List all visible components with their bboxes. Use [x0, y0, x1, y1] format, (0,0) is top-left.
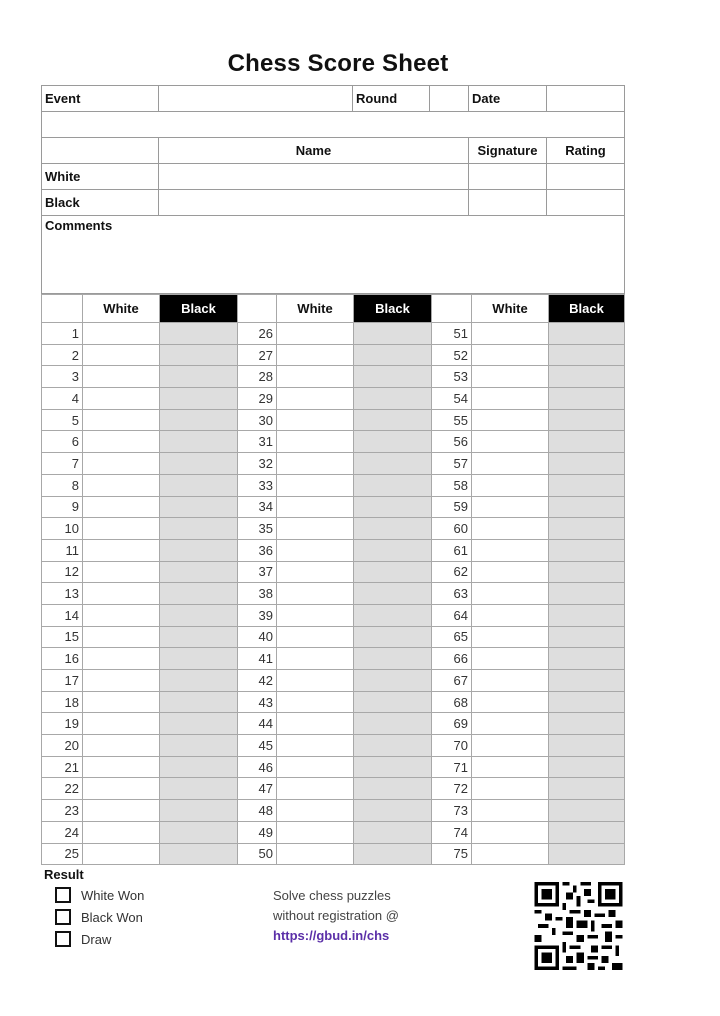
move-number: 46	[238, 756, 277, 778]
move-number: 55	[432, 409, 472, 431]
black-move-cell[interactable]	[354, 323, 432, 345]
move-row	[42, 604, 625, 626]
move-number: 7	[42, 453, 83, 475]
move-row	[42, 474, 625, 496]
move-number: 17	[42, 670, 83, 692]
move-number: 21	[42, 756, 83, 778]
black-move-cell[interactable]	[354, 583, 432, 605]
white-move-cell[interactable]	[277, 583, 354, 605]
move-number: 44	[238, 713, 277, 735]
white-move-cell[interactable]	[83, 561, 160, 583]
move-number: 65	[432, 626, 472, 648]
move-number: 43	[238, 691, 277, 713]
black-move-cell[interactable]	[549, 713, 625, 735]
white-move-cell[interactable]	[277, 409, 354, 431]
qr-code-icon	[533, 882, 624, 970]
white-move-cell[interactable]	[472, 670, 549, 692]
black-move-cell[interactable]	[354, 453, 432, 475]
black-move-cell[interactable]	[354, 800, 432, 822]
move-number: 32	[238, 453, 277, 475]
move-number: 24	[42, 821, 83, 843]
black-rating-field[interactable]	[547, 190, 625, 216]
black-move-cell[interactable]	[354, 518, 432, 540]
move-number: 67	[432, 670, 472, 692]
white-move-cell[interactable]	[83, 670, 160, 692]
black-move-cell[interactable]	[160, 323, 238, 345]
move-number: 47	[238, 778, 277, 800]
black-move-cell[interactable]	[160, 366, 238, 388]
black-move-cell[interactable]	[354, 778, 432, 800]
move-number: 57	[432, 453, 472, 475]
white-move-cell[interactable]	[472, 561, 549, 583]
black-move-cell[interactable]	[549, 388, 625, 410]
white-move-cell[interactable]	[83, 453, 160, 475]
signature-header: Signature	[469, 138, 547, 164]
white-move-cell[interactable]	[83, 800, 160, 822]
white-move-cell[interactable]	[472, 344, 549, 366]
white-move-cell[interactable]	[472, 323, 549, 345]
move-number: 28	[238, 366, 277, 388]
move-number: 14	[42, 604, 83, 626]
move-number: 52	[432, 344, 472, 366]
move-number: 48	[238, 800, 277, 822]
move-number: 2	[42, 344, 83, 366]
move-row	[42, 518, 625, 540]
white-move-cell[interactable]	[472, 626, 549, 648]
black-move-cell[interactable]	[160, 496, 238, 518]
black-move-cell[interactable]	[549, 670, 625, 692]
move-row	[42, 670, 625, 692]
white-move-cell[interactable]	[472, 604, 549, 626]
black-move-cell[interactable]	[160, 648, 238, 670]
white-move-cell[interactable]	[472, 388, 549, 410]
move-number: 70	[432, 735, 472, 757]
white-move-cell[interactable]	[277, 821, 354, 843]
move-number: 35	[238, 518, 277, 540]
white-move-cell[interactable]	[277, 388, 354, 410]
black-move-cell[interactable]	[354, 756, 432, 778]
white-move-cell[interactable]	[472, 648, 549, 670]
black-move-cell[interactable]	[354, 691, 432, 713]
white-move-cell[interactable]	[277, 800, 354, 822]
move-row	[42, 626, 625, 648]
black-move-cell[interactable]	[354, 539, 432, 561]
white-move-cell[interactable]	[83, 496, 160, 518]
date-label: Date	[469, 86, 547, 112]
white-move-cell[interactable]	[83, 778, 160, 800]
move-number: 6	[42, 431, 83, 453]
white-move-cell[interactable]	[472, 691, 549, 713]
move-number: 18	[42, 691, 83, 713]
white-move-cell[interactable]	[277, 474, 354, 496]
black-col-header: Black	[354, 295, 432, 323]
black-move-cell[interactable]	[160, 778, 238, 800]
move-row	[42, 648, 625, 670]
move-number: 36	[238, 539, 277, 561]
black-move-cell[interactable]	[160, 756, 238, 778]
move-number: 1	[42, 323, 83, 345]
black-move-cell[interactable]	[160, 604, 238, 626]
white-move-cell[interactable]	[83, 713, 160, 735]
white-rating-field[interactable]	[547, 164, 625, 190]
black-move-cell[interactable]	[354, 496, 432, 518]
white-move-cell[interactable]	[472, 518, 549, 540]
white-move-cell[interactable]	[277, 453, 354, 475]
black-move-cell[interactable]	[160, 626, 238, 648]
move-number: 20	[42, 735, 83, 757]
move-number: 60	[432, 518, 472, 540]
black-won-option[interactable]	[55, 909, 143, 925]
black-move-cell[interactable]	[549, 539, 625, 561]
white-move-cell[interactable]	[83, 756, 160, 778]
draw-option[interactable]	[55, 931, 111, 947]
move-number: 42	[238, 670, 277, 692]
white-move-cell[interactable]	[472, 713, 549, 735]
move-number: 25	[42, 843, 83, 865]
move-number: 11	[42, 539, 83, 561]
move-row	[42, 735, 625, 757]
white-move-cell[interactable]	[83, 518, 160, 540]
move-number: 53	[432, 366, 472, 388]
date-field[interactable]	[547, 86, 625, 112]
white-player-label: White	[42, 164, 159, 190]
white-move-cell[interactable]	[277, 843, 354, 865]
move-number: 63	[432, 583, 472, 605]
move-number: 33	[238, 474, 277, 496]
move-number: 58	[432, 474, 472, 496]
white-move-cell[interactable]	[472, 821, 549, 843]
black-move-cell[interactable]	[160, 800, 238, 822]
white-move-cell[interactable]	[277, 735, 354, 757]
black-move-cell[interactable]	[549, 735, 625, 757]
black-move-cell[interactable]	[160, 821, 238, 843]
white-move-cell[interactable]	[83, 388, 160, 410]
comments-label: Comments	[45, 218, 113, 233]
black-move-cell[interactable]	[549, 604, 625, 626]
black-move-cell[interactable]	[354, 388, 432, 410]
black-move-cell[interactable]	[354, 474, 432, 496]
black-move-cell[interactable]	[549, 474, 625, 496]
move-number: 62	[432, 561, 472, 583]
move-number: 73	[432, 800, 472, 822]
black-move-cell[interactable]	[354, 431, 432, 453]
move-number: 45	[238, 735, 277, 757]
black-move-cell[interactable]	[354, 604, 432, 626]
white-move-cell[interactable]	[472, 735, 549, 757]
move-number: 5	[42, 409, 83, 431]
promo-line-2: without registration @	[273, 908, 399, 923]
white-move-cell[interactable]	[83, 691, 160, 713]
move-number: 12	[42, 561, 83, 583]
black-col-header: Black	[160, 295, 238, 323]
move-number: 27	[238, 344, 277, 366]
num-header	[432, 295, 472, 323]
white-move-cell[interactable]	[83, 648, 160, 670]
move-number: 19	[42, 713, 83, 735]
white-move-cell[interactable]	[83, 539, 160, 561]
white-move-cell[interactable]	[472, 778, 549, 800]
black-move-cell[interactable]	[549, 344, 625, 366]
move-row	[42, 323, 625, 345]
black-move-cell[interactable]	[549, 648, 625, 670]
white-move-cell[interactable]	[277, 756, 354, 778]
move-number: 4	[42, 388, 83, 410]
move-row	[42, 778, 625, 800]
white-move-cell[interactable]	[277, 431, 354, 453]
black-move-cell[interactable]	[160, 453, 238, 475]
move-number: 72	[432, 778, 472, 800]
checkbox[interactable]	[55, 909, 71, 925]
black-move-cell[interactable]	[354, 409, 432, 431]
black-move-cell[interactable]	[354, 670, 432, 692]
moves-table	[41, 294, 624, 865]
black-move-cell[interactable]	[354, 366, 432, 388]
move-number: 15	[42, 626, 83, 648]
black-move-cell[interactable]	[160, 409, 238, 431]
white-move-cell[interactable]	[277, 713, 354, 735]
white-move-cell[interactable]	[277, 366, 354, 388]
move-number: 13	[42, 583, 83, 605]
black-move-cell[interactable]	[549, 561, 625, 583]
black-move-cell[interactable]	[549, 453, 625, 475]
white-move-cell[interactable]	[472, 539, 549, 561]
move-number: 56	[432, 431, 472, 453]
white-move-cell[interactable]	[277, 670, 354, 692]
white-col-header: White	[277, 295, 354, 323]
round-label: Round	[353, 86, 430, 112]
white-move-cell[interactable]	[472, 474, 549, 496]
white-move-cell[interactable]	[277, 626, 354, 648]
white-move-cell[interactable]	[472, 453, 549, 475]
header-table	[41, 85, 624, 294]
move-row	[42, 800, 625, 822]
comments-box[interactable]	[42, 216, 625, 294]
round-field[interactable]	[430, 86, 469, 112]
move-row	[42, 388, 625, 410]
white-move-cell[interactable]	[472, 366, 549, 388]
num-header	[238, 295, 277, 323]
black-move-cell[interactable]	[549, 778, 625, 800]
black-move-cell[interactable]	[160, 539, 238, 561]
black-signature-field[interactable]	[469, 190, 547, 216]
white-move-cell[interactable]	[277, 561, 354, 583]
move-number: 22	[42, 778, 83, 800]
white-move-cell[interactable]	[472, 583, 549, 605]
move-number: 40	[238, 626, 277, 648]
move-row	[42, 344, 625, 366]
move-number: 69	[432, 713, 472, 735]
white-move-cell[interactable]	[472, 496, 549, 518]
move-row	[42, 539, 625, 561]
move-number: 38	[238, 583, 277, 605]
move-number: 74	[432, 821, 472, 843]
black-move-cell[interactable]	[549, 843, 625, 865]
move-number: 9	[42, 496, 83, 518]
move-number: 37	[238, 561, 277, 583]
event-field[interactable]	[159, 86, 353, 112]
white-move-cell[interactable]	[83, 344, 160, 366]
white-move-cell[interactable]	[472, 431, 549, 453]
white-move-cell[interactable]	[83, 604, 160, 626]
option-label: White Won	[81, 887, 145, 903]
name-header: Name	[159, 138, 469, 164]
black-move-cell[interactable]	[549, 518, 625, 540]
move-number: 51	[432, 323, 472, 345]
black-move-cell[interactable]	[354, 821, 432, 843]
option-label: Black Won	[81, 909, 143, 925]
move-row	[42, 583, 625, 605]
white-move-cell[interactable]	[83, 474, 160, 496]
move-row	[42, 713, 625, 735]
white-move-cell[interactable]	[277, 518, 354, 540]
move-row	[42, 453, 625, 475]
promo-link[interactable]: https://gbud.in/chs	[273, 928, 390, 943]
move-number: 71	[432, 756, 472, 778]
move-row	[42, 366, 625, 388]
move-row	[42, 431, 625, 453]
move-number: 29	[238, 388, 277, 410]
move-number: 64	[432, 604, 472, 626]
white-move-cell[interactable]	[83, 583, 160, 605]
black-col-header: Black	[549, 295, 625, 323]
black-move-cell[interactable]	[160, 691, 238, 713]
checkbox[interactable]	[55, 931, 71, 947]
white-signature-field[interactable]	[469, 164, 547, 190]
black-move-cell[interactable]	[549, 431, 625, 453]
black-move-cell[interactable]	[549, 626, 625, 648]
move-number: 39	[238, 604, 277, 626]
move-number: 68	[432, 691, 472, 713]
white-move-cell[interactable]	[277, 344, 354, 366]
move-number: 31	[238, 431, 277, 453]
white-move-cell[interactable]	[83, 735, 160, 757]
white-col-header: White	[472, 295, 549, 323]
black-move-cell[interactable]	[549, 496, 625, 518]
black-move-cell[interactable]	[160, 843, 238, 865]
white-move-cell[interactable]	[277, 778, 354, 800]
move-number: 3	[42, 366, 83, 388]
black-move-cell[interactable]	[160, 561, 238, 583]
black-move-cell[interactable]	[160, 431, 238, 453]
move-number: 66	[432, 648, 472, 670]
move-number: 10	[42, 518, 83, 540]
black-move-cell[interactable]	[354, 735, 432, 757]
black-move-cell[interactable]	[549, 800, 625, 822]
white-move-cell[interactable]	[472, 843, 549, 865]
move-row	[42, 561, 625, 583]
move-row	[42, 691, 625, 713]
black-move-cell[interactable]	[354, 561, 432, 583]
black-move-cell[interactable]	[160, 344, 238, 366]
promo-text	[273, 886, 399, 946]
promo-line-1: Solve chess puzzles	[273, 888, 391, 903]
page-title: Chess Score Sheet	[227, 50, 449, 77]
move-number: 54	[432, 388, 472, 410]
white-move-cell[interactable]	[83, 323, 160, 345]
black-move-cell[interactable]	[160, 518, 238, 540]
white-move-cell[interactable]	[83, 843, 160, 865]
black-move-cell[interactable]	[354, 713, 432, 735]
black-move-cell[interactable]	[354, 648, 432, 670]
white-move-cell[interactable]	[277, 604, 354, 626]
black-move-cell[interactable]	[354, 344, 432, 366]
blank-row[interactable]	[42, 112, 625, 138]
black-move-cell[interactable]	[160, 388, 238, 410]
black-move-cell[interactable]	[160, 713, 238, 735]
move-row	[42, 756, 625, 778]
move-number: 49	[238, 821, 277, 843]
name-header-blank	[42, 138, 159, 164]
white-move-cell[interactable]	[472, 409, 549, 431]
black-move-cell[interactable]	[160, 583, 238, 605]
move-number: 30	[238, 409, 277, 431]
white-move-cell[interactable]	[277, 323, 354, 345]
move-number: 16	[42, 648, 83, 670]
move-number: 23	[42, 800, 83, 822]
white-name-field[interactable]	[159, 164, 469, 190]
move-number: 8	[42, 474, 83, 496]
white-move-cell[interactable]	[83, 366, 160, 388]
move-number: 26	[238, 323, 277, 345]
black-move-cell[interactable]	[549, 323, 625, 345]
move-row	[42, 843, 625, 865]
white-move-cell[interactable]	[83, 626, 160, 648]
white-move-cell[interactable]	[83, 409, 160, 431]
black-move-cell[interactable]	[160, 670, 238, 692]
result-label: Result	[44, 867, 84, 882]
black-move-cell[interactable]	[354, 843, 432, 865]
white-move-cell[interactable]	[83, 431, 160, 453]
move-number: 59	[432, 496, 472, 518]
event-label: Event	[42, 86, 159, 112]
white-move-cell[interactable]	[277, 539, 354, 561]
white-move-cell[interactable]	[277, 648, 354, 670]
white-move-cell[interactable]	[472, 800, 549, 822]
white-col-header: White	[83, 295, 160, 323]
num-header	[42, 295, 83, 323]
black-move-cell[interactable]	[549, 366, 625, 388]
black-name-field[interactable]	[159, 190, 469, 216]
option-label: Draw	[81, 931, 112, 947]
black-move-cell[interactable]	[354, 626, 432, 648]
move-number: 75	[432, 843, 472, 865]
black-player-label: Black	[42, 190, 159, 216]
black-move-cell[interactable]	[160, 474, 238, 496]
black-move-cell[interactable]	[549, 821, 625, 843]
black-move-cell[interactable]	[549, 583, 625, 605]
black-move-cell[interactable]	[549, 691, 625, 713]
white-move-cell[interactable]	[277, 691, 354, 713]
white-move-cell[interactable]	[83, 821, 160, 843]
move-row	[42, 409, 625, 431]
black-move-cell[interactable]	[549, 409, 625, 431]
white-move-cell[interactable]	[472, 756, 549, 778]
move-row	[42, 821, 625, 843]
black-move-cell[interactable]	[549, 756, 625, 778]
white-won-option[interactable]	[55, 887, 144, 903]
rating-header: Rating	[547, 138, 625, 164]
move-number: 50	[238, 843, 277, 865]
checkbox[interactable]	[55, 887, 71, 903]
move-number: 61	[432, 539, 472, 561]
move-number: 41	[238, 648, 277, 670]
move-number: 34	[238, 496, 277, 518]
black-move-cell[interactable]	[160, 735, 238, 757]
move-row	[42, 496, 625, 518]
white-move-cell[interactable]	[277, 496, 354, 518]
